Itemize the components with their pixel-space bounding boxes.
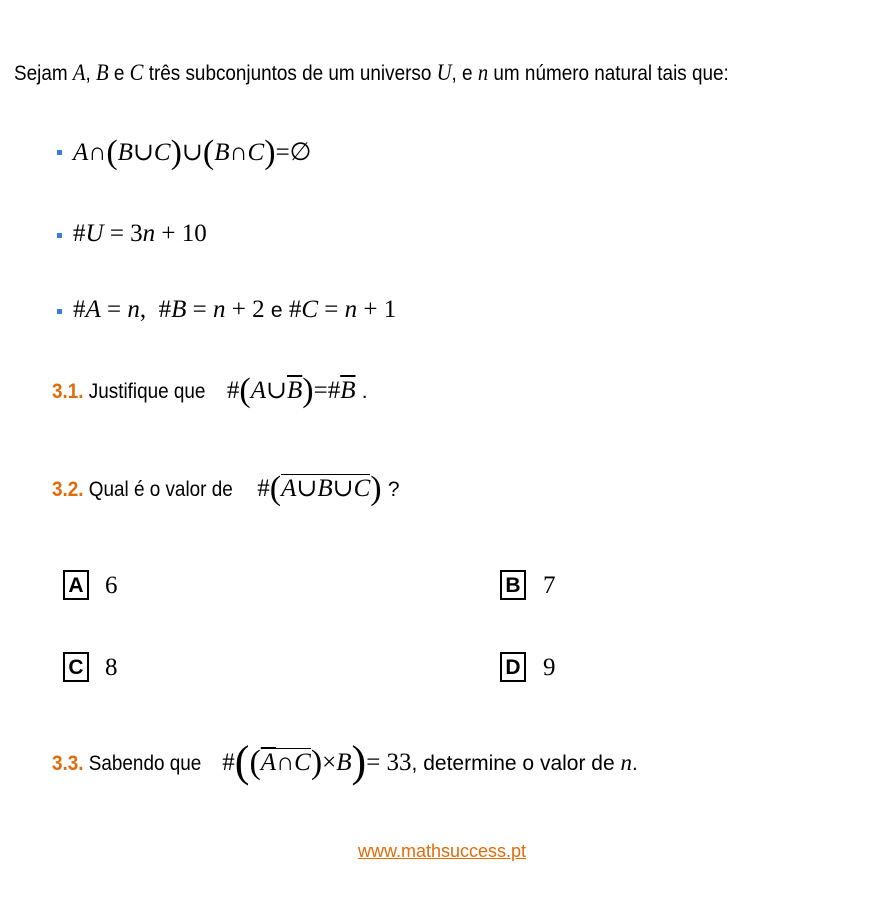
question-3-3-end: .	[632, 752, 638, 775]
var-a: A	[72, 60, 86, 85]
option-b-value: 7	[543, 572, 556, 599]
option-d-value: 9	[543, 654, 556, 681]
question-3-3	[52, 736, 638, 787]
bullet-icon	[57, 233, 62, 238]
condition-1: A∩(B∪C)∪(B∩C)=∅	[73, 134, 312, 171]
question-3-2-end: ?	[387, 478, 400, 501]
option-b-box[interactable]: B	[500, 570, 526, 600]
option-d-box[interactable]: D	[500, 652, 526, 682]
question-3-3-rhs: = 33	[366, 749, 412, 776]
question-number-3-2: 3.2.	[52, 478, 84, 501]
intro-prefix: Sejam	[14, 62, 73, 85]
question-number-3-1: 3.1.	[52, 380, 84, 403]
intro-and-2: , e	[451, 62, 478, 85]
question-3-1-text: Justifique que	[88, 380, 206, 403]
intro-text	[14, 60, 808, 86]
question-number-3-3: 3.3.	[52, 752, 84, 775]
question-3-1	[52, 372, 368, 410]
intro-middle: três subconjuntos de um universo	[143, 62, 437, 85]
intro-comma: ,	[85, 62, 96, 85]
var-u: U	[436, 60, 452, 85]
question-3-3-text: Sabendo que	[88, 752, 202, 775]
var-n-q3: n	[620, 750, 632, 775]
var-c: C	[129, 60, 144, 85]
bullet-icon	[57, 150, 62, 155]
intro-and: e	[108, 62, 130, 85]
question-3-3-formula: $\#((\overline{A}\cap C)\times B)= 33$	[222, 737, 412, 786]
var-b: B	[95, 60, 109, 85]
option-a-box[interactable]: A	[63, 570, 89, 600]
question-3-2-formula: #(A∪B∪C)	[257, 470, 382, 507]
footer-link[interactable]: www.mathsuccess.pt	[357, 841, 527, 861]
question-3-2	[52, 470, 400, 508]
bullet-icon	[57, 309, 62, 314]
var-n: n	[477, 60, 489, 85]
question-3-2-text: Qual é o valor de	[88, 478, 233, 501]
option-c-box[interactable]: C	[63, 652, 89, 682]
condition-2: #U = 3n + 10	[73, 220, 207, 247]
intro-suffix: um número natural tais que:	[488, 62, 729, 85]
question-3-1-end: .	[361, 380, 368, 403]
condition-3: #A = n, #B = n + 2 e #C = n + 1	[73, 296, 397, 323]
question-3-1-formula: $\#(A\cup\overline{B})=\#\overline{B}$	[226, 372, 356, 409]
question-3-3-mid: , determine o valor de	[411, 752, 621, 775]
option-c-value: 8	[105, 654, 118, 681]
condition-3-connector: e	[270, 299, 283, 322]
option-a-value: 6	[105, 572, 118, 599]
